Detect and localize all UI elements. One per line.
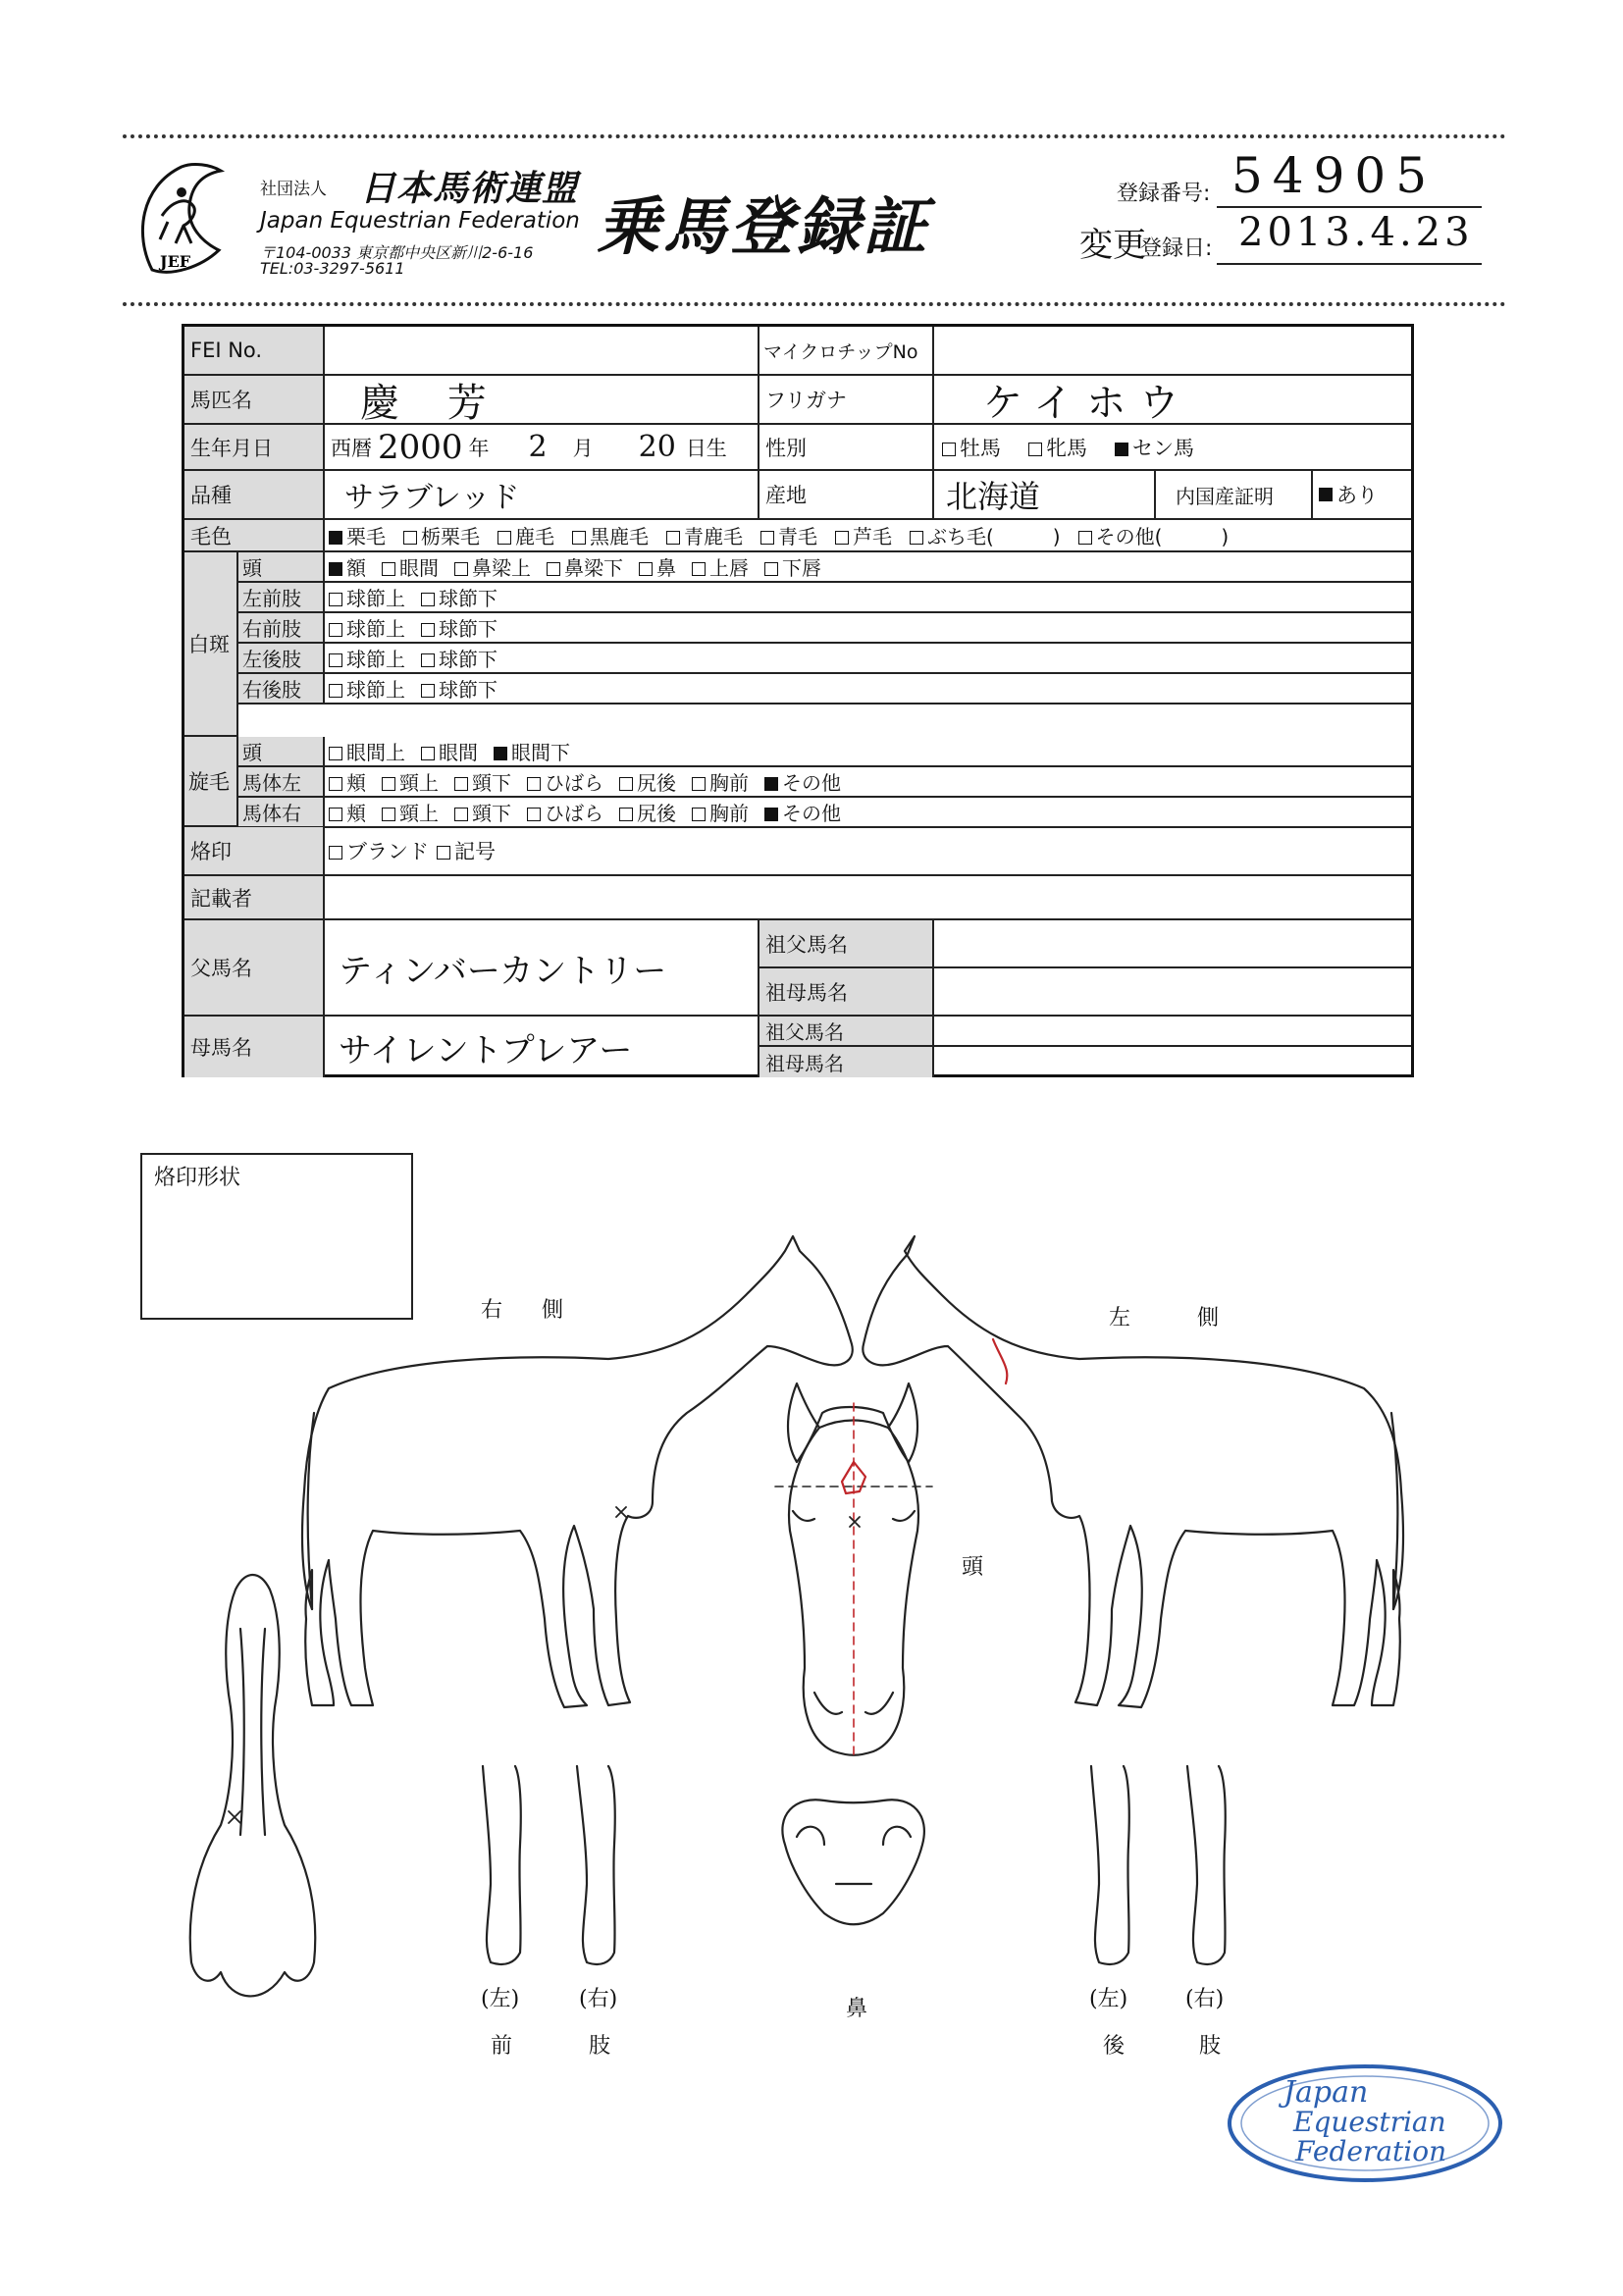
checkbox[interactable] <box>692 808 706 821</box>
dob-month-unit: 月 <box>572 436 594 460</box>
part-options <box>325 644 1411 674</box>
checkbox[interactable] <box>547 562 560 576</box>
option-label: 球節下 <box>439 648 497 671</box>
furigana-field[interactable]: ケイホウ <box>934 376 1411 425</box>
microchip-label: マイクロチップNo <box>759 327 934 376</box>
right-side-label-a: 右 <box>481 1298 503 1323</box>
option-label: 眼間上 <box>346 741 405 764</box>
horse-left-side-outline <box>863 1236 1403 1707</box>
option[interactable] <box>572 521 649 549</box>
checkbox[interactable] <box>421 653 435 667</box>
option[interactable] <box>454 767 511 796</box>
sire-label: 父馬名 <box>184 920 325 1017</box>
option[interactable] <box>692 798 749 826</box>
microchip-field[interactable] <box>934 327 1411 376</box>
option[interactable] <box>421 674 497 703</box>
checkbox[interactable] <box>454 777 468 791</box>
foreleg-label-b: 肢 <box>589 2034 611 2059</box>
option[interactable] <box>1078 521 1230 549</box>
dam-grandsire-label: 祖父馬名 <box>759 1017 934 1047</box>
checkbox[interactable] <box>437 846 450 860</box>
dob-day-unit: 日生 <box>685 436 727 460</box>
option-label: 球節上 <box>346 587 405 610</box>
organization-block <box>132 157 594 289</box>
reg-number-underline <box>1217 206 1482 208</box>
option[interactable] <box>454 798 511 826</box>
recorder-field[interactable] <box>325 876 1411 920</box>
option-label: 鼻 <box>656 556 676 580</box>
checkbox[interactable] <box>619 808 633 821</box>
option-label: 頬 <box>346 771 366 795</box>
option[interactable] <box>421 644 497 672</box>
org-name-en: Japan Equestrian Federation <box>260 208 580 234</box>
checkbox[interactable] <box>942 443 956 456</box>
part-options <box>325 552 1411 583</box>
option[interactable] <box>760 521 817 549</box>
checkbox[interactable] <box>527 808 541 821</box>
breed-label: 品種 <box>184 471 325 520</box>
whorl-mark-left <box>993 1339 1007 1383</box>
checkbox[interactable] <box>329 623 342 637</box>
option-label: 記号 <box>454 840 496 863</box>
checkbox[interactable] <box>454 562 468 576</box>
part-label: 左後肢 <box>238 644 325 674</box>
checkbox[interactable] <box>329 808 342 821</box>
option-label: ぶち毛( ) <box>927 525 1061 548</box>
option-label: 鼻梁下 <box>564 556 623 580</box>
option-label: 芦毛 <box>853 525 892 548</box>
option-label: 球節下 <box>439 678 497 702</box>
checkbox[interactable] <box>527 777 541 791</box>
checkbox[interactable] <box>329 684 342 698</box>
checkbox-checked[interactable] <box>1115 443 1128 456</box>
sire-grandsire-field[interactable] <box>934 920 1411 968</box>
dob-era: 西暦 <box>331 436 372 460</box>
option[interactable] <box>329 737 405 765</box>
dam-label: 母馬名 <box>184 1017 325 1077</box>
sex-options <box>934 425 1411 471</box>
white-markings-label: 白斑 <box>184 552 238 737</box>
sex-option-mare[interactable] <box>1028 433 1087 462</box>
horse-muzzle-outline <box>782 1800 924 1924</box>
hindlegs-outline <box>1091 1766 1226 1964</box>
checkbox-checked[interactable] <box>329 531 342 545</box>
option-label: 球節下 <box>439 617 497 641</box>
checkbox[interactable] <box>382 808 395 821</box>
jef-stamp <box>1225 2061 1505 2186</box>
option[interactable] <box>454 552 531 581</box>
dob-day: 20 <box>638 430 676 464</box>
dam-granddam-label: 祖母馬名 <box>759 1047 934 1077</box>
option[interactable] <box>910 521 1061 549</box>
option-label: 牝馬 <box>1046 436 1087 460</box>
stamp-line-3: Federation <box>1295 2135 1447 2167</box>
reg-number-label: 登録番号: <box>1117 182 1211 206</box>
option-label: 頸上 <box>399 771 439 795</box>
part-label: 左前肢 <box>238 583 325 613</box>
sire-granddam-field[interactable] <box>934 968 1411 1017</box>
left-side-label-a: 左 <box>1109 1306 1131 1331</box>
hindleg-right-label: (右) <box>1185 1987 1225 2011</box>
option-label: 眼間下 <box>511 741 570 764</box>
brand-label: 烙印 <box>184 827 325 876</box>
sire-field[interactable]: ティンバーカントリー <box>325 920 759 1017</box>
origin-field[interactable]: 北海道 <box>934 471 1156 520</box>
muzzle-label: 鼻 <box>846 1997 868 2021</box>
option-label: 眼間 <box>439 741 478 764</box>
part-options <box>325 798 1411 828</box>
option-label: ひばら <box>545 771 603 795</box>
right-side-label-b: 側 <box>542 1298 564 1323</box>
option-label: ブランド <box>346 840 429 863</box>
checkbox[interactable] <box>764 562 778 576</box>
hindleg-left-label: (左) <box>1089 1987 1128 2011</box>
checkbox[interactable] <box>421 623 435 637</box>
option-label: 牡馬 <box>960 436 1001 460</box>
reg-date-label: 登録日: <box>1140 236 1213 261</box>
org-name-ja: 日本馬術連盟 <box>360 169 579 209</box>
color-label: 毛色 <box>184 520 325 552</box>
option-label: 頸上 <box>399 802 439 825</box>
checkbox[interactable] <box>910 531 923 545</box>
reg-date-value: 2013.4.23 <box>1238 210 1474 255</box>
furigana-label: フリガナ <box>759 376 934 425</box>
option-label: セン馬 <box>1132 436 1194 460</box>
checkbox[interactable] <box>421 593 435 606</box>
option-label: 胸前 <box>709 771 749 795</box>
part-options <box>325 737 1411 767</box>
option-label: その他 <box>782 802 841 825</box>
option[interactable] <box>421 737 478 765</box>
option[interactable] <box>764 767 841 796</box>
part-label: 馬体右 <box>238 798 325 828</box>
color-options <box>325 520 1411 552</box>
option-label: 頸下 <box>472 771 511 795</box>
option[interactable] <box>382 552 439 581</box>
change-mark: 変更 <box>1079 226 1146 265</box>
checkbox[interactable] <box>1078 531 1092 545</box>
option[interactable] <box>329 521 386 549</box>
option-label: 球節上 <box>346 617 405 641</box>
domestic-cert-label: 内国産証明 <box>1156 471 1313 520</box>
option-label: 眼間 <box>399 556 439 580</box>
sex-option-colt[interactable] <box>942 433 1001 462</box>
dam-field[interactable]: サイレントプレアー <box>325 1017 759 1077</box>
top-divider <box>123 134 1506 138</box>
part-label: 馬体左 <box>238 767 325 798</box>
checkbox-checked[interactable] <box>764 808 778 821</box>
option[interactable] <box>329 674 405 703</box>
part-label: 右後肢 <box>238 674 325 704</box>
org-address: 〒104-0033 東京都中央区新川2-6-16 <box>260 243 534 262</box>
brand-option-symbol[interactable] <box>437 836 496 865</box>
recorder-label: 記載者 <box>184 876 325 920</box>
document-title: 乗馬登録証 <box>597 191 930 264</box>
header-divider <box>123 302 1506 306</box>
sex-option-gelding[interactable] <box>1115 433 1194 462</box>
sire-grandsire-label: 祖父馬名 <box>759 920 934 968</box>
part-options <box>325 583 1411 613</box>
part-options <box>325 613 1411 644</box>
hindleg-label-a: 後 <box>1103 2034 1126 2059</box>
brand-options <box>325 827 1411 876</box>
option-label: 鼻梁上 <box>472 556 531 580</box>
sire-granddam-label: 祖母馬名 <box>759 968 934 1017</box>
checkbox[interactable] <box>329 846 342 860</box>
option[interactable] <box>692 767 749 796</box>
checkbox[interactable] <box>421 747 435 760</box>
option[interactable] <box>382 798 439 826</box>
option[interactable] <box>666 521 743 549</box>
part-label: 右前肢 <box>238 613 325 644</box>
option[interactable] <box>329 644 405 672</box>
checkbox[interactable] <box>329 777 342 791</box>
horse-right-side-outline <box>302 1236 853 1707</box>
checkbox[interactable] <box>329 593 342 606</box>
fei-label: FEI No. <box>184 327 325 376</box>
checkbox[interactable] <box>329 653 342 667</box>
horse-diagram <box>0 1217 1623 2100</box>
option-label: 頬 <box>346 802 366 825</box>
checkbox[interactable] <box>692 562 706 576</box>
option-label: 尻後 <box>637 802 676 825</box>
option-label: 下唇 <box>782 556 821 580</box>
breed-field[interactable]: サラブレッド <box>325 471 759 520</box>
dob-month: 2 <box>528 430 548 464</box>
option[interactable] <box>547 552 623 581</box>
option[interactable] <box>764 798 841 826</box>
option-label: あり <box>1336 484 1378 507</box>
checkbox-checked[interactable] <box>1319 488 1333 501</box>
option[interactable] <box>329 552 366 581</box>
option-label: 額 <box>346 556 366 580</box>
option[interactable] <box>382 767 439 796</box>
part-label: 頭 <box>238 552 325 583</box>
origin-label: 産地 <box>759 471 934 520</box>
option[interactable] <box>329 583 405 611</box>
dob-field[interactable] <box>325 425 759 471</box>
option[interactable] <box>494 737 570 765</box>
checkbox-checked[interactable] <box>329 562 342 576</box>
org-type: 社団法人 <box>260 180 327 199</box>
option[interactable] <box>619 767 676 796</box>
option[interactable] <box>835 521 892 549</box>
stamp-line-1: Japan <box>1283 2075 1369 2110</box>
option-label: 尻後 <box>637 771 676 795</box>
checkbox[interactable] <box>639 562 653 576</box>
option[interactable] <box>421 583 497 611</box>
reg-date-underline <box>1217 263 1482 265</box>
option[interactable] <box>764 552 821 581</box>
option[interactable] <box>329 767 366 796</box>
sex-label: 性別 <box>759 425 934 471</box>
stamp-line-2: Equestrian <box>1293 2106 1446 2138</box>
horse-top-view-outline <box>190 1575 316 1996</box>
checkbox[interactable] <box>666 531 680 545</box>
option[interactable] <box>403 521 480 549</box>
checkbox[interactable] <box>497 531 511 545</box>
reg-number-value: 54905 <box>1231 147 1438 204</box>
logo-text: JEF <box>160 252 191 271</box>
checkbox[interactable] <box>329 747 342 760</box>
domestic-cert-option[interactable] <box>1313 471 1411 520</box>
horse-head-front-outline <box>775 1383 932 1756</box>
part-options <box>325 767 1411 798</box>
option-label: 球節上 <box>346 678 405 702</box>
option-label: その他 <box>782 771 841 795</box>
checkbox[interactable] <box>760 531 774 545</box>
fei-field[interactable] <box>325 327 759 376</box>
option[interactable] <box>329 798 366 826</box>
option[interactable] <box>329 613 405 642</box>
checkbox[interactable] <box>382 777 395 791</box>
option-label: 黒鹿毛 <box>590 525 649 548</box>
dob-label: 生年月日 <box>184 425 325 471</box>
option-label: 頸下 <box>472 802 511 825</box>
option-label: 胸前 <box>709 802 749 825</box>
head-label: 頭 <box>962 1555 984 1580</box>
dam-grandsire-field[interactable] <box>934 1017 1411 1047</box>
option[interactable] <box>639 552 676 581</box>
checkbox[interactable] <box>835 531 849 545</box>
checkbox[interactable] <box>1028 443 1042 456</box>
horse-name-field[interactable]: 慶 芳 <box>325 376 759 425</box>
whorl-mark-right <box>616 1507 626 1517</box>
left-side-label-b: 側 <box>1197 1306 1220 1331</box>
registration-form <box>182 324 1414 1077</box>
checkbox[interactable] <box>403 531 417 545</box>
dob-year-unit: 年 <box>468 436 490 460</box>
option[interactable] <box>527 798 603 826</box>
option-label: 栗毛 <box>346 525 386 548</box>
checkbox-checked[interactable] <box>494 747 507 760</box>
jef-logo-icon <box>132 157 226 280</box>
horse-name-label: 馬匹名 <box>184 376 325 425</box>
option-label: ひばら <box>545 802 603 825</box>
hindleg-label-b: 肢 <box>1199 2034 1222 2059</box>
checkbox[interactable] <box>692 777 706 791</box>
option[interactable] <box>527 767 603 796</box>
option[interactable] <box>421 613 497 642</box>
foreleg-label-a: 前 <box>491 2034 513 2059</box>
option-label: その他( ) <box>1095 525 1230 548</box>
checkbox[interactable] <box>421 684 435 698</box>
option-label: 鹿毛 <box>515 525 554 548</box>
option-label: 球節上 <box>346 648 405 671</box>
option-label: 栃栗毛 <box>421 525 480 548</box>
part-label: 頭 <box>238 737 325 767</box>
brand-shape-label: 烙印形状 <box>154 1166 241 1190</box>
option[interactable] <box>692 552 749 581</box>
foreleg-left-label: (左) <box>481 1987 520 2011</box>
checkbox[interactable] <box>619 777 633 791</box>
checkbox[interactable] <box>572 531 586 545</box>
org-tel: TEL:03-3297-5611 <box>260 259 405 278</box>
foreleg-right-label: (右) <box>579 1987 618 2011</box>
checkbox[interactable] <box>454 808 468 821</box>
option[interactable] <box>619 798 676 826</box>
dob-year: 2000 <box>378 427 463 467</box>
option-label: 青毛 <box>778 525 817 548</box>
dam-granddam-field[interactable] <box>934 1047 1411 1077</box>
whorls-label: 旋毛 <box>184 737 238 827</box>
option-label: 球節下 <box>439 587 497 610</box>
checkbox[interactable] <box>382 562 395 576</box>
brand-option-brand[interactable] <box>329 836 429 865</box>
part-options <box>325 674 1411 704</box>
option[interactable] <box>497 521 554 549</box>
forelegs-outline <box>483 1766 615 1964</box>
option-label: 青鹿毛 <box>684 525 743 548</box>
checkbox-checked[interactable] <box>764 777 778 791</box>
option-label: 上唇 <box>709 556 749 580</box>
